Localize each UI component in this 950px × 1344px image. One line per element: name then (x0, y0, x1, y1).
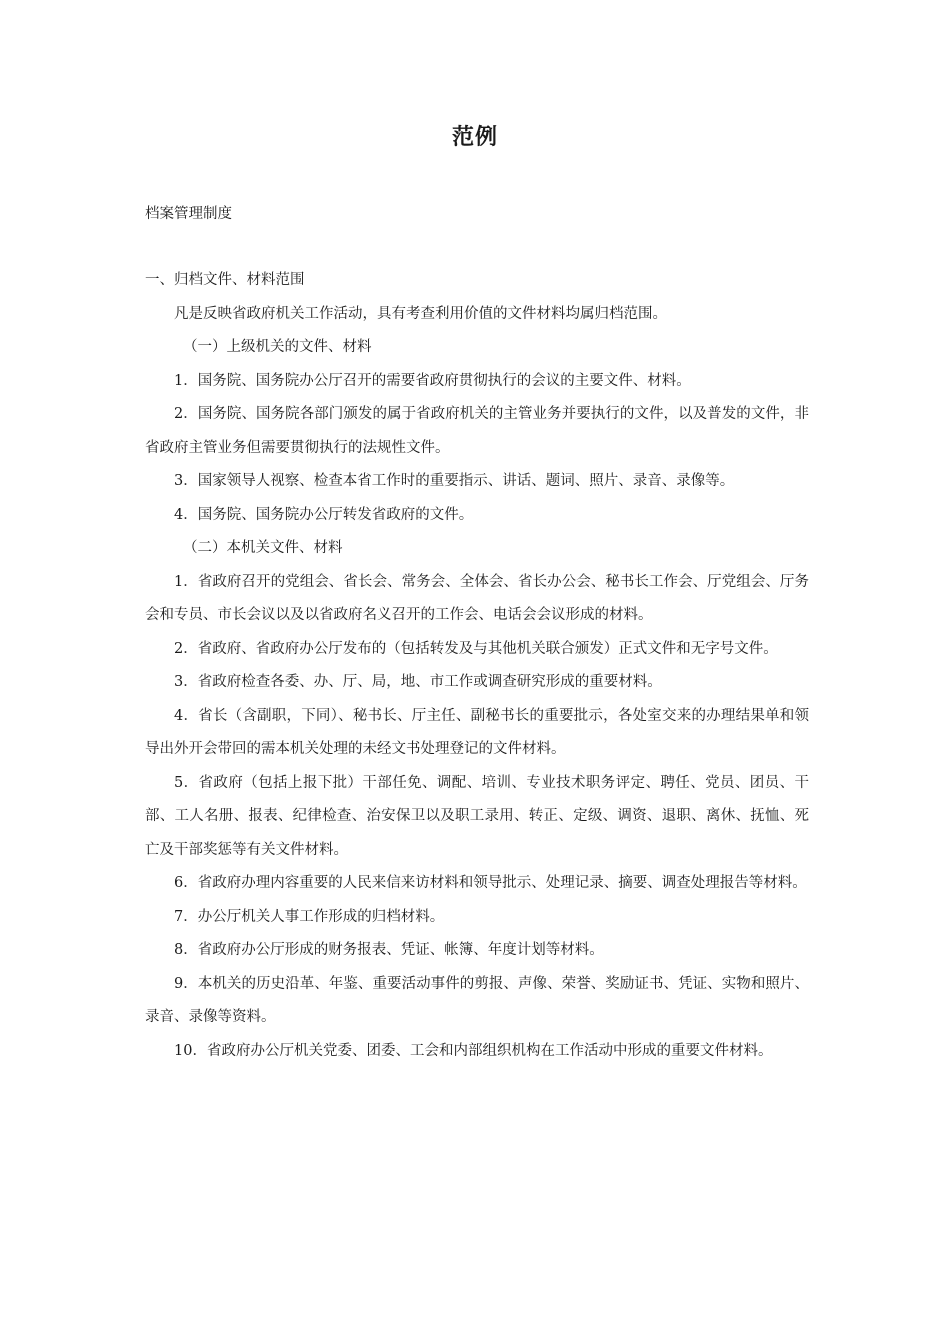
section-heading: 一、归档文件、材料范围 (145, 272, 305, 288)
list-item: 3．国家领导人视察、检查本省工作时的重要指示、讲话、题词、照片、录音、录像等。 (174, 473, 735, 489)
list-item: 2．省政府、省政府办公厅发布的（包括转发及与其他机关联合颁发）正式文件和无字号文件。 (174, 640, 778, 657)
list-item: 7．办公厅机关人事工作形成的归档材料。 (174, 908, 445, 925)
list-item: 9．本机关的历史沿革、年鉴、重要活动事件的剪报、声像、荣誉、奖励证书、凭证、实物和照片、录音、录像等资料。 (145, 975, 809, 1025)
document-heading: 档案管理制度 (145, 206, 232, 222)
list-item: 4．国务院、国务院办公厅转发省政府的文件。 (174, 506, 474, 523)
list-item: 6．省政府办理内容重要的人民来信来访材料和领导批示、处理记录、摘要、调查处理报告等材料。 (174, 875, 807, 891)
intro-paragraph: 凡是反映省政府机关工作活动，具有考查利用价值的文件材料均属归档范围。 (174, 305, 667, 322)
list-item: 2．国务院、国务院各部门颁发的属于省政府机关的主管业务并要执行的文件，以及普发的文件，非省政府主管业务但需要贯彻执行的法规性文件。 (145, 406, 809, 456)
list-item: 4．省长（含副职，下同）、秘书长、厅主任、副秘书长的重要批示，各处室交来的办理结果单和领导出外开会带回的需本机关处理的未经文书处理登记的文件材料。 (145, 707, 809, 757)
list-item: 8．省政府办公厅形成的财务报表、凭证、帐簿、年度计划等材料。 (174, 942, 604, 958)
page-title: 范例 (451, 125, 498, 150)
list-item: 10．省政府办公厅机关党委、团委、工会和内部组织机构在工作活动中形成的重要文件材料。 (174, 1042, 773, 1059)
document-body (145, 264, 809, 1068)
list-item: 1．省政府召开的党组会、省长会、常务会、全体会、省长办公会、秘书长工作会、厅党组会、厅务会和专员、市长会议以及以省政府名义召开的工作会、电话会会议形成的材料。 (145, 573, 809, 623)
subsection-heading-2: （二）本机关文件、材料 (183, 540, 343, 556)
list-item: 5．省政府（包括上报下批）干部任免、调配、培训、专业技术职务评定、聘任、党员、团员、干部、工人名册、报表、纪律检查、治安保卫以及职工录用、转正、定级、调资、退职、离休、抚恤、死亡及干部奖惩等有关文件材料。 (145, 774, 809, 858)
list-item: 3．省政府检查各委、办、厅、局，地、市工作或调查研究形成的重要材料。 (174, 674, 662, 690)
subsection-heading-1: （一）上级机关的文件、材料 (183, 339, 372, 355)
list-item: 1．国务院、国务院办公厅召开的需要省政府贯彻执行的会议的主要文件、材料。 (174, 372, 691, 389)
